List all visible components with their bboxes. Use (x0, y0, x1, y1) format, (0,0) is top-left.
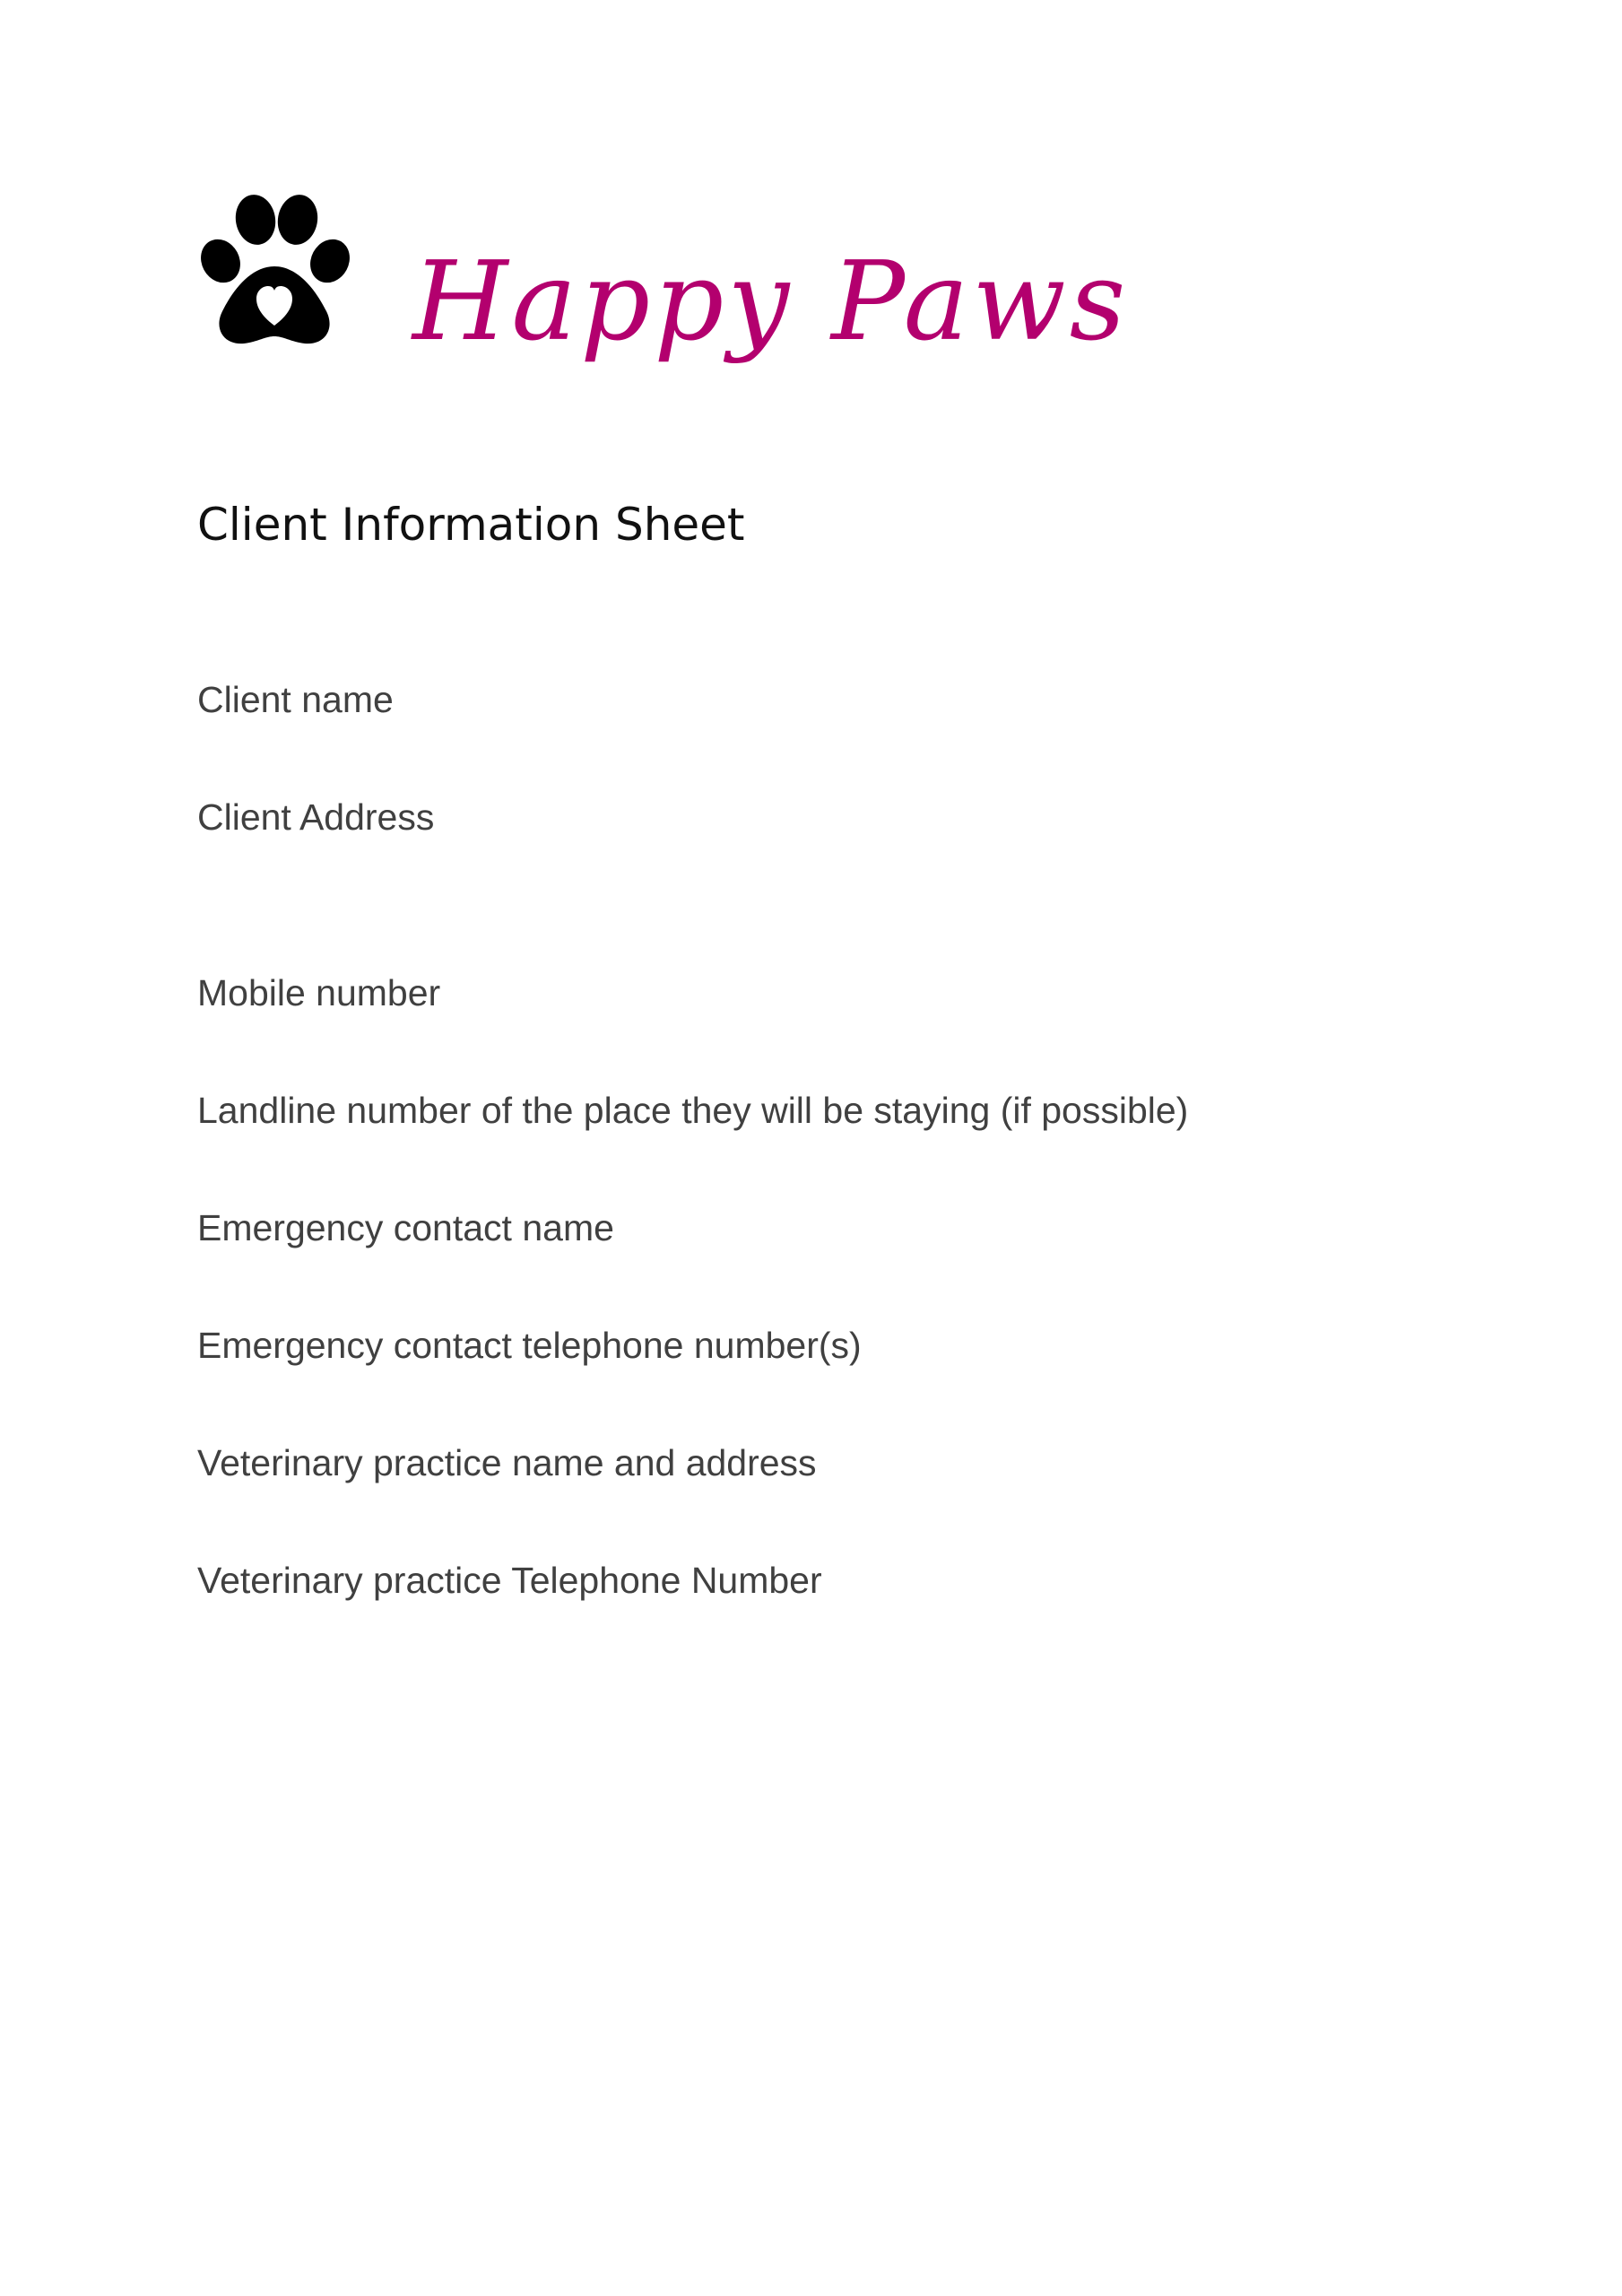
field-client-address: Client Address (197, 796, 435, 838)
field-vet-practice-name-address: Veterinary practice name and address (197, 1442, 817, 1483)
field-vet-practice-phone: Veterinary practice Telephone Number (197, 1560, 822, 1601)
field-client-name: Client name (197, 679, 394, 720)
field-landline-number: Landline number of the place they will be staying (if possible) (197, 1090, 1189, 1131)
field-emergency-contact-phone: Emergency contact telephone number(s) (197, 1325, 862, 1366)
sheet-title: Client Information Sheet (197, 499, 745, 551)
field-emergency-contact-name: Emergency contact name (197, 1207, 614, 1248)
brand-name: Happy Paws (412, 238, 1130, 365)
letterhead (197, 193, 1184, 390)
field-mobile-number: Mobile number (197, 972, 441, 1013)
paw-heart-icon (197, 193, 351, 347)
